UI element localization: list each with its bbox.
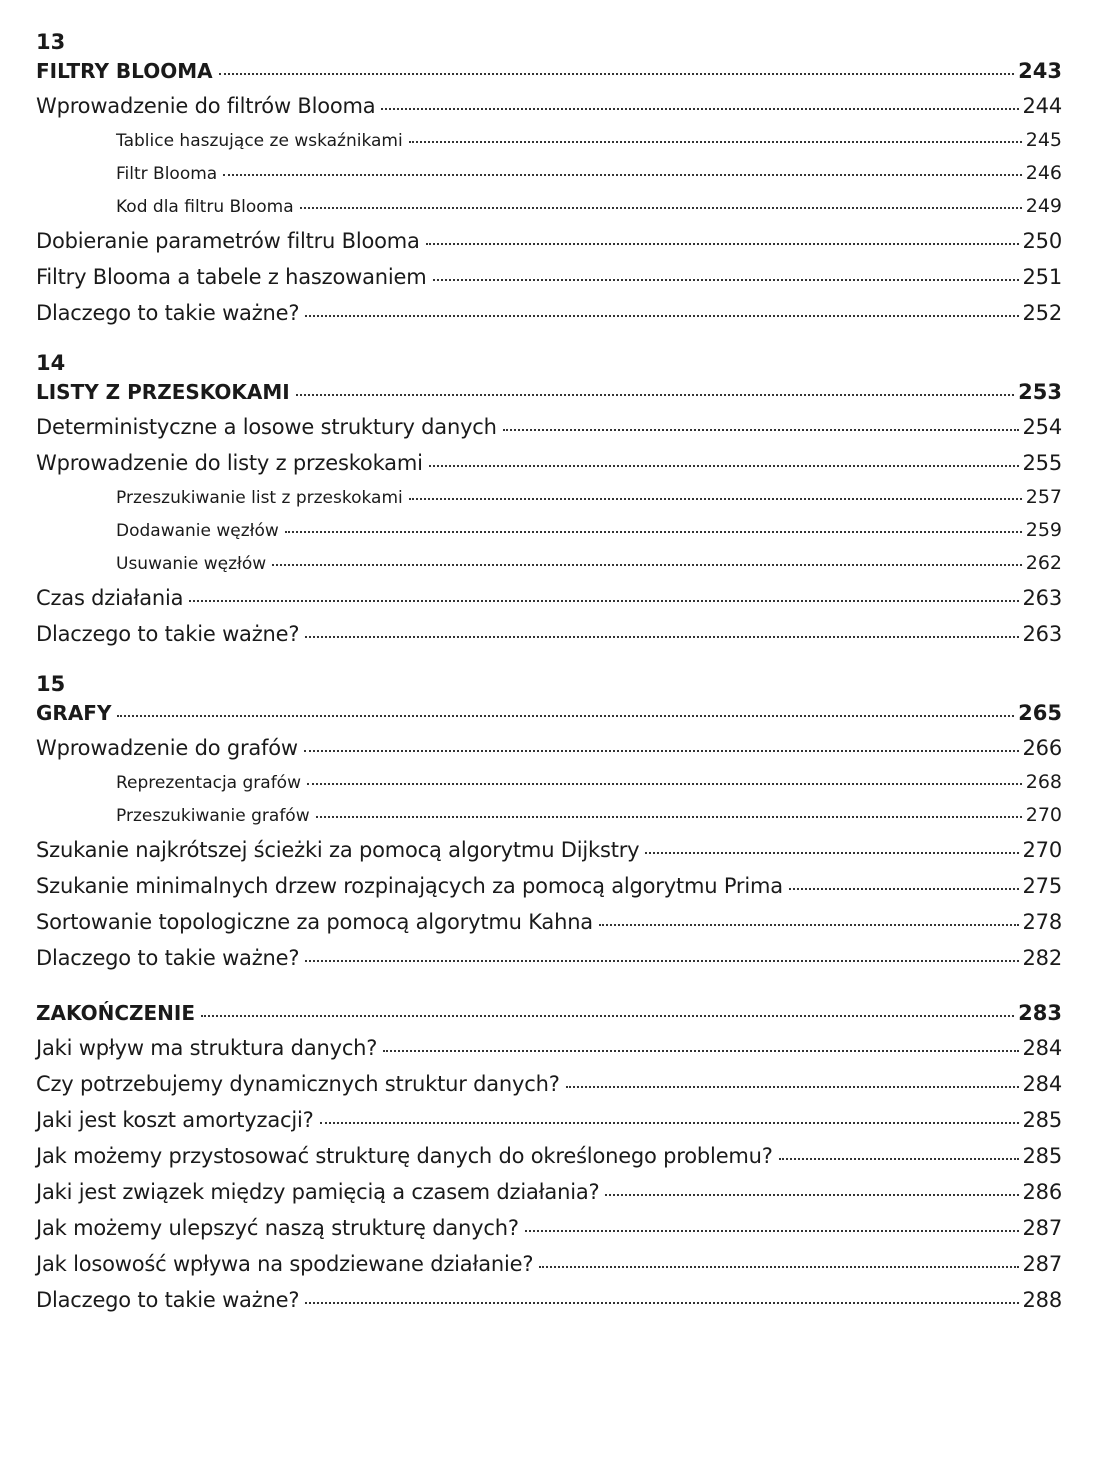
page-number: 287 <box>1022 1216 1062 1240</box>
entry-title: Reprezentacja grafów <box>116 773 301 793</box>
toc-entry[interactable] <box>36 1210 1062 1246</box>
dot-leader <box>383 1050 1018 1052</box>
page-number: 257 <box>1025 486 1062 508</box>
toc-entry[interactable] <box>36 868 1062 904</box>
page-number: 282 <box>1022 946 1062 970</box>
entry-title: Wprowadzenie do filtrów Blooma <box>36 94 376 118</box>
entry-title: Dlaczego to takie ważne? <box>36 301 300 325</box>
toc-entry[interactable] <box>36 616 1062 652</box>
dot-leader <box>305 960 1018 962</box>
page-number: 252 <box>1022 301 1062 325</box>
dot-leader <box>645 852 1018 854</box>
toc-entry[interactable] <box>36 940 1062 976</box>
page-number: 263 <box>1022 586 1062 610</box>
toc-entry[interactable] <box>36 1102 1062 1138</box>
page-number: 270 <box>1022 838 1062 862</box>
dot-leader <box>304 750 1019 752</box>
dot-leader <box>219 73 1015 75</box>
toc-entry[interactable] <box>36 730 1062 766</box>
dot-leader <box>300 207 1022 209</box>
page-number: 268 <box>1025 771 1062 793</box>
page-number: 284 <box>1022 1072 1062 1096</box>
toc-section <box>36 996 1062 1318</box>
entry-title: Dodawanie węzłów <box>116 521 279 541</box>
entry-title: Sortowanie topologiczne za pomocą algorytmu Kahna <box>36 910 593 934</box>
dot-leader <box>272 564 1022 566</box>
toc-entry[interactable] <box>36 904 1062 940</box>
entry-title: FILTRY BLOOMA <box>36 59 213 83</box>
toc-entry[interactable] <box>36 223 1062 259</box>
page-number: 285 <box>1022 1108 1062 1132</box>
entry-title: Dlaczego to takie ważne? <box>36 946 300 970</box>
toc-subentry[interactable] <box>36 157 1062 190</box>
page-number: 253 <box>1018 380 1062 404</box>
page-number: 245 <box>1025 129 1062 151</box>
page-number: 287 <box>1022 1252 1062 1276</box>
toc-section <box>36 351 1062 652</box>
entry-title: Tablice haszujące ze wskaźnikami <box>116 131 403 151</box>
toc-section <box>36 672 1062 976</box>
dot-leader <box>316 816 1022 818</box>
table-of-contents <box>36 30 1062 1338</box>
page-number: 243 <box>1018 59 1062 83</box>
entry-title: Wprowadzenie do grafów <box>36 736 298 760</box>
entry-title: Dlaczego to takie ważne? <box>36 622 300 646</box>
page-number: 263 <box>1022 622 1062 646</box>
entry-title: Kod dla filtru Blooma <box>116 197 294 217</box>
toc-entry[interactable] <box>36 1282 1062 1318</box>
page-number: 262 <box>1025 552 1062 574</box>
dot-leader <box>426 243 1019 245</box>
entry-title: Jak losowość wpływa na spodziewane działanie? <box>36 1252 534 1276</box>
dot-leader <box>117 715 1014 717</box>
entry-title: Dobieranie parametrów filtru Blooma <box>36 229 420 253</box>
dot-leader <box>305 636 1018 638</box>
entry-title: Wprowadzenie do listy z przeskokami <box>36 451 423 475</box>
entry-title: Jaki jest koszt amortyzacji? <box>36 1108 314 1132</box>
page-number: 284 <box>1022 1036 1062 1060</box>
dot-leader <box>409 141 1022 143</box>
toc-subentry[interactable] <box>36 481 1062 514</box>
toc-entry[interactable] <box>36 580 1062 616</box>
entry-title: Szukanie najkrótszej ścieżki za pomocą algorytmu Dijkstry <box>36 838 640 862</box>
dot-leader <box>381 108 1018 110</box>
dot-leader <box>433 279 1019 281</box>
dot-leader <box>503 429 1019 431</box>
entry-title: ZAKOŃCZENIE <box>36 1001 196 1025</box>
page-number: 288 <box>1022 1288 1062 1312</box>
page-number: 283 <box>1018 1001 1062 1025</box>
page-number: 251 <box>1022 265 1062 289</box>
dot-leader <box>605 1194 1018 1196</box>
entry-title: Przeszukiwanie list z przeskokami <box>116 488 403 508</box>
page-number: 254 <box>1022 415 1062 439</box>
chapter-number: 14 <box>36 351 66 375</box>
toc-entry[interactable] <box>36 1174 1062 1210</box>
page-number: 266 <box>1022 736 1062 760</box>
dot-leader <box>320 1122 1019 1124</box>
chapter-heading[interactable] <box>36 54 1062 88</box>
page-number: 249 <box>1025 195 1062 217</box>
toc-subentry[interactable] <box>36 799 1062 832</box>
entry-title: Filtry Blooma a tabele z haszowaniem <box>36 265 427 289</box>
page-number: 265 <box>1018 701 1062 725</box>
page-number: 250 <box>1022 229 1062 253</box>
dot-leader <box>223 174 1022 176</box>
dot-leader <box>307 783 1022 785</box>
page-number: 286 <box>1022 1180 1062 1204</box>
entry-title: Jak możemy ulepszyć naszą strukturę danych? <box>36 1216 519 1240</box>
chapter-number: 15 <box>36 672 66 696</box>
toc-entry[interactable] <box>36 409 1062 445</box>
entry-title: Jaki jest związek między pamięcią a czasem działania? <box>36 1180 600 1204</box>
toc-subentry[interactable] <box>36 766 1062 799</box>
entry-title: Przeszukiwanie grafów <box>116 806 310 826</box>
entry-title: Czas działania <box>36 586 184 610</box>
toc-subentry[interactable] <box>36 514 1062 547</box>
toc-entry[interactable] <box>36 295 1062 331</box>
page-number: 246 <box>1025 162 1062 184</box>
entry-title: GRAFY <box>36 701 112 725</box>
toc-entry[interactable] <box>36 1138 1062 1174</box>
entry-title: Szukanie minimalnych drzew rozpinających za pomocą algorytmu Prima <box>36 874 783 898</box>
chapter-number: 13 <box>36 30 66 54</box>
dot-leader <box>296 394 1014 396</box>
dot-leader <box>599 924 1019 926</box>
dot-leader <box>539 1266 1018 1268</box>
chapter-heading[interactable] <box>36 996 1062 1030</box>
entry-title: Czy potrzebujemy dynamicznych struktur danych? <box>36 1072 560 1096</box>
dot-leader <box>305 315 1018 317</box>
dot-leader <box>429 465 1019 467</box>
page-number: 285 <box>1022 1144 1062 1168</box>
dot-leader <box>305 1302 1018 1304</box>
dot-leader <box>566 1086 1019 1088</box>
dot-leader <box>285 531 1022 533</box>
toc-entry[interactable] <box>36 1246 1062 1282</box>
entry-title: Dlaczego to takie ważne? <box>36 1288 300 1312</box>
page-number: 270 <box>1025 804 1062 826</box>
toc-subentry[interactable] <box>36 547 1062 580</box>
entry-title: Jaki wpływ ma struktura danych? <box>36 1036 378 1060</box>
entry-title: LISTY Z PRZESKOKAMI <box>36 380 290 404</box>
dot-leader <box>525 1230 1019 1232</box>
entry-title: Usuwanie węzłów <box>116 554 267 574</box>
chapter-heading[interactable] <box>36 375 1062 409</box>
page-number: 259 <box>1025 519 1062 541</box>
chapter-heading[interactable] <box>36 696 1062 730</box>
entry-title: Jak możemy przystosować strukturę danych do określonego problemu? <box>36 1144 773 1168</box>
page-number: 275 <box>1022 874 1062 898</box>
toc-entry[interactable] <box>36 88 1062 124</box>
dot-leader <box>189 600 1018 602</box>
toc-entry[interactable] <box>36 445 1062 481</box>
dot-leader <box>789 888 1019 890</box>
dot-leader <box>409 498 1022 500</box>
toc-entry[interactable] <box>36 259 1062 295</box>
toc-subentry[interactable] <box>36 190 1062 223</box>
toc-section <box>36 30 1062 331</box>
entry-title: Deterministyczne a losowe struktury danych <box>36 415 497 439</box>
entry-title: Filtr Blooma <box>116 164 218 184</box>
page-number: 255 <box>1022 451 1062 475</box>
page-number: 278 <box>1022 910 1062 934</box>
dot-leader <box>201 1015 1014 1017</box>
toc-entry[interactable] <box>36 832 1062 868</box>
toc-entry[interactable] <box>36 1066 1062 1102</box>
dot-leader <box>779 1158 1019 1160</box>
page-number: 244 <box>1022 94 1062 118</box>
toc-subentry[interactable] <box>36 124 1062 157</box>
toc-entry[interactable] <box>36 1030 1062 1066</box>
